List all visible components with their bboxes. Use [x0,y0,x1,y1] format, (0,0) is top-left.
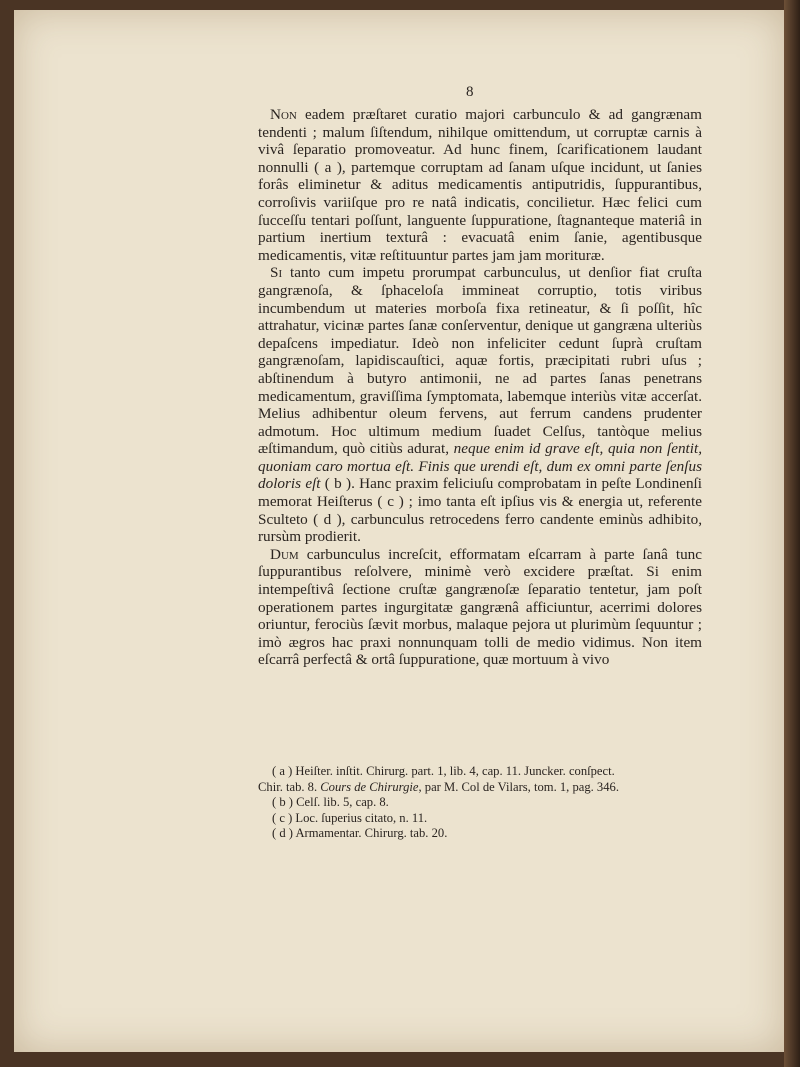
paragraph-text: eadem præſtaret curatio majori carbunculo & ad gangrænam tendenti ; malum ſiſtendum, nihilque omittendum, ut corruptæ carnis à vivâ ſeparatio promoveatur. Ad hunc finem, ſcarificationem laudant nonnulli ( a ), partemque corruptam ad ſanam uſque incidunt, ut ſanies forâs eliminetur & aditus medicamentis antiputridis, ſuppurantibus, corroſivis variiſque pro re natâ indicatis, concilietur. Hæc felici cum ſucceſſu tentari poſſunt, languente ſuppuratione, ſtagnanteque materiâ in partium inertium texturâ : evacuatâ enim ſanie, agentibusque medicamentis, vitæ reſtituuntur partes jam jam morituræ. [258,106,702,264]
main-text [258,106,702,669]
footnote-text: Armamentar. Chirurg. tab. 20. [292,826,448,841]
footnote-book-title: Cours de Chirurgie [320,779,419,794]
footnote-mark: ( c ) [272,810,293,825]
paragraph-3 [258,546,702,669]
paragraph-text: carbunculus increſcit, efformatam eſcarram à parte ſanâ tunc ſuppurantibus reſolvere, minimè verò excidere præſtat. Si enim intempeſtivâ ſectione cruſtæ gangrænoſæ ſeparatio tentetur, jam poſt operationem partes ingurgitatæ gangrænâ afficiuntur, acerrimi dolores oriuntur, ferociùs ſævit morbus, malaque pejora ut plurimùm ſequuntur ; imò ægros hac praxi nonnunquam tolli de medio vidimus. Non item eſcarrâ perfectâ & ortâ ſuppuratione, quæ mortuum à vivo [258,545,702,669]
paragraph-lead: Dum [270,545,299,563]
footnote-b [258,795,708,811]
footnote-a-continued [258,780,708,796]
footnote-text: Heiſter. inſtit. Chirurg. part. 1, lib. 4, cap. 11. Juncker. conſpect. [292,764,615,778]
footnote-text-continued: , par M. Col de Vilars, tom. 1, pag. 346. [418,779,619,794]
paragraph-text-continued: ( b ). Hanc praxim feliciuſu comprobatam in peſte Londinenſi memorat Heiſterus ( c ) ; imo tanta eſt ipſius vis & energia ut, referente Sculteto ( d ), carbunculus retrocedens ferro candente eminùs adhibito, rursùm prodierit. [258,475,702,546]
footnotes [258,764,708,842]
footnote-mark: ( b ) [272,795,293,810]
footnote-text: Celſ. lib. 5, cap. 8. [292,795,389,810]
paragraph-text: tanto cum impetu prorumpat carbunculus, ut denſior fiat cruſta gangrænoſa, & ſphaceloſa immineat corruptio, totis viribus incumbendum ut materies morboſa fixa retineatur, & ſi poſſit, hîc attrahatur, vicinæ partes ſanæ conſerventur, denique ut gangræna ulteriùs depaſcens impediatur. Ideò non infeliciter cedunt ſuprà cruſtam gangrænoſam, lapidiscauſtici, aquæ fortis, præcipitati rubri uſus ; abſtinendum à butyro antimonii, ne ad partes ſanas penetrans medicamentum, graviſſima ſymptomata, labemque interiùs vitæ accerſat. Melius adhibentur oleum fervens, aut ferrum candens prudenter admotum. Hoc ultimum medium ſuadet Celſus, tantòque melius æſtimandum, quò citiùs adurat, [258,264,702,458]
footnote-text: Loc. ſuperius citato, n. 11. [292,810,428,825]
celsus-quotation: neque enim id grave eſt, quia non ſentit, quoniam caro mortua eſt. Finis que urendi eſt, dum ex omni parte ſenſus doloris eſt [258,440,702,493]
page-number: 8 [466,84,474,100]
book-edge [784,0,800,1067]
footnote-c [258,811,708,827]
footnote-a [258,764,708,780]
footnote-text: Chir. tab. 8. [258,779,321,794]
footnote-d [258,826,708,842]
paragraph-2 [258,264,702,546]
footnote-mark: ( a ) [272,764,293,778]
footnote-mark: ( d ) [272,826,293,841]
book-page [14,10,784,1052]
paragraph-lead: Non [270,106,297,123]
paragraph-1 [258,106,702,264]
paragraph-lead: Si [270,264,283,282]
